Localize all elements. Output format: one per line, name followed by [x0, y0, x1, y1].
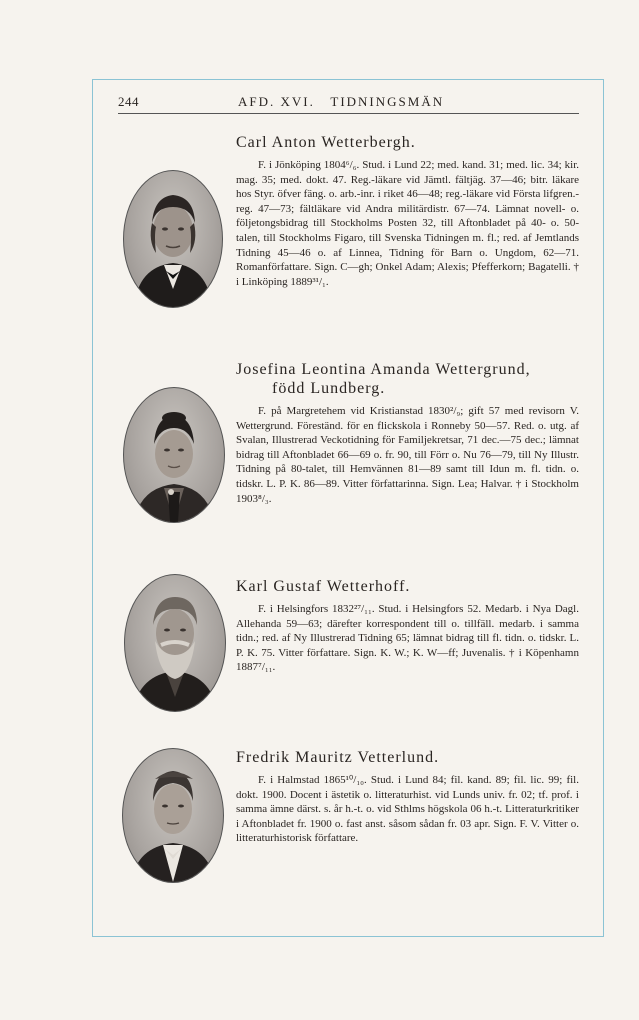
- entry-name: Karl Gustaf Wetterhoff.: [236, 578, 411, 595]
- portrait-wetterhoff-image: [125, 575, 225, 711]
- entry-text: F. i Helsingfors 1832²⁷/₁₁. Stud. i Helsingfors 52. Medarb. i Nya Dagl. Allehanda 59—63; därefter korrespondent till o. tillfäll. medarb. i samma tidn.; red. af Ny Illustrerad Tidning 65; lämnat bidrag till fl. tidn. o. tidskr. L. P. K. 75. Vitter författare. Sign. K. W.; K. W—ff; Juvenalis. † i Köpenhamn 1887⁷/₁₁.: [236, 603, 579, 674]
- entry-text: F. i Halmstad 1865¹⁰/₁₀. Stud. i Lund 84; fil. kand. 89; fil. lic. 99; fil. dokt. 1900. Docent i ästetik o. litteraturhist. vid Lunds univ. fr. 02; tf. prof. i samma ämne därst. s. år h.-t. o. vid Sthlms högskola 06 h.-t. Litteraturkritiker i Aftonbladet fr. 1900 o. fast anst. såsom sådan fr. 03 apr. Sign. F. V. Vitter o. litteraturhistorisk författare.: [236, 774, 579, 845]
- entry-wettergrund: [236, 360, 579, 506]
- page-number: 244: [118, 94, 139, 109]
- header-rule: [118, 113, 579, 114]
- entry-text: F. i Jönköping 1804⁶/₆. Stud. i Lund 22; med. kand. 31; med. lic. 34; kir. mag. 35; med. dokt. 47. Reg.-läkare vid Jämtl. fältjäg. 37—46; bitr. läkare hos Styr. öfver fäng. o. arb.-inr. i riket 46—48; reg.-läkare vid Första lifgren.-reg. 47—73; fältläkare vid Andra militärdistr. 67—74. Lämnat novell- o. följetongsbidrag till Stockholms Posten 32, till Aftonbladet på 40- o. 50-talen, till Stockholms Figaro, till Svenska Tidningen m. fl.; red. af Jemtlands Tidning 45—46 o. af Linnea, Tidning för Barn o. Ungdom, 62—71. Romanförfattare. Sign. C—gh; Onkel Adam; Alexis; Pfefferkorn; Bagatelli. † i Linköping 1889³¹/₁.: [236, 159, 579, 288]
- portrait-wetterbergh: [123, 170, 223, 308]
- entry-text: F. på Margretehem vid Kristianstad 1830²/₉; gift 57 med revisorn V. Wettergrund. Föreständ. för en flickskola i Ronneby 50—57. Red. o. utg. af Svalan, Illustrerad Veckotidning för Familjekretsar, 71 dec.—75 dec.; lämnat bidrag till Aftonbladet 66—69 o. fr. 90, till Förr o. Nu 76—79, till Ny Illustr. Tidning på 80-talet, till Hemvännen 81—89 samt till Idun m. fl. tidn. o. tidskr. L. P. K. 86—89. Vitter författarinna. Sign. Lea; Halvar. † i Stockholm 1903⁸/₃.: [236, 405, 579, 505]
- portrait-wettergrund-image: [124, 388, 224, 522]
- page-header: [118, 94, 578, 112]
- entry-name: Carl Anton Wetterbergh.: [236, 134, 416, 151]
- portrait-vetterlund: [122, 748, 224, 883]
- entry-name: Josefina Leontina Amanda Wettergrund,: [236, 361, 531, 378]
- entry-vetterlund: [236, 748, 579, 846]
- portrait-wetterbergh-image: [124, 171, 222, 307]
- entry-wetterbergh: [236, 133, 579, 289]
- entry-wetterhoff: [236, 577, 579, 675]
- portrait-wetterhoff: [124, 574, 226, 712]
- portrait-vetterlund-image: [123, 749, 223, 882]
- entry-name: Fredrik Mauritz Vetterlund.: [236, 749, 440, 766]
- entry-name-line2: född Lundberg.: [272, 380, 386, 397]
- portrait-wettergrund: [123, 387, 225, 523]
- running-head: AFD. XVI. TIDNINGSMÄN: [238, 94, 445, 109]
